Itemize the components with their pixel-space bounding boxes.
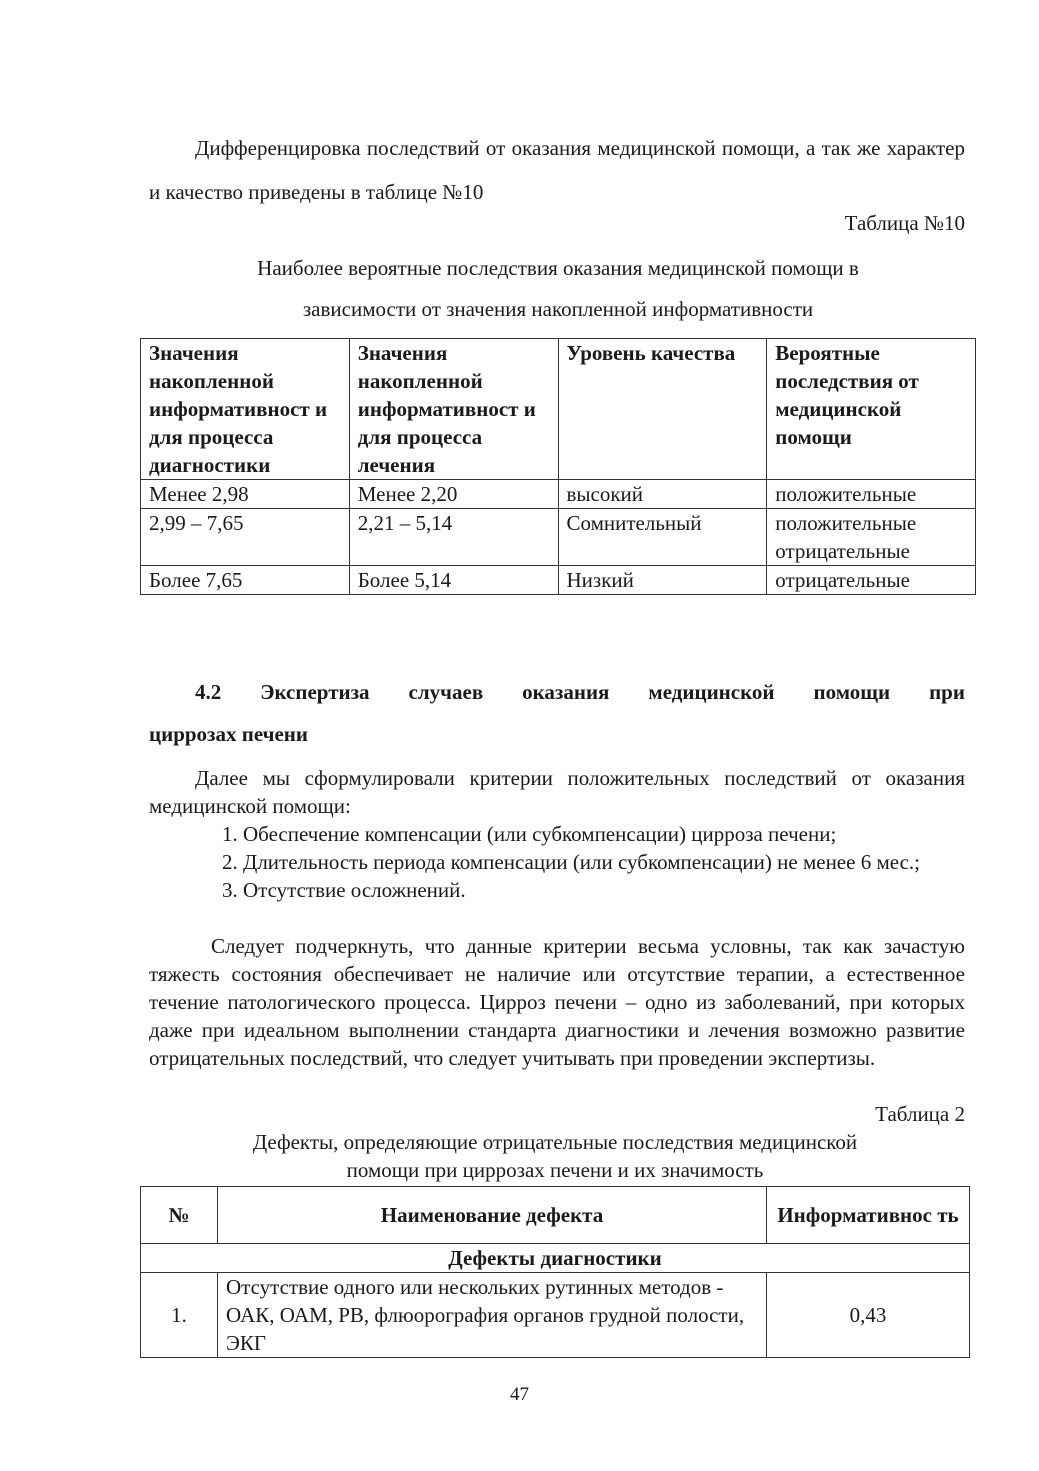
table-cell: Более 5,14 [349, 566, 558, 595]
table-cell: 2,21 – 5,14 [349, 509, 558, 566]
table-cell: 0,43 [767, 1273, 970, 1358]
list-item: 1. Обеспечение компенсации (или субкомпенсации) цирроза печени; [243, 820, 1011, 848]
table-cell: Более 7,65 [141, 566, 350, 595]
intro-paragraph: Дифференцировка последствий от оказания медицинской помощи, а так же характер и качество приведены в таблице №10 [149, 136, 965, 204]
table-row [141, 566, 976, 595]
page-number: 47 [510, 1384, 529, 1405]
section-title-word: помощи [813, 680, 891, 704]
table10 [140, 338, 976, 595]
table2-caption-line1: Дефекты, определяющие отрицательные последствия медицинской [252, 1130, 858, 1154]
list-item: 2. Длительность периода компенсации (или субкомпенсации) не менее 6 мес.; [243, 848, 1011, 876]
table10-header-cell: Уровень качества [558, 339, 767, 480]
table-cell: 2,99 – 7,65 [141, 509, 350, 566]
table2-group-row [141, 1244, 970, 1273]
list-item: 3. Отсутствие осложнений. [243, 876, 1011, 904]
table-cell: 1. [141, 1273, 218, 1358]
table2-header-row [141, 1187, 970, 1244]
table10-header-cell: Значения накопленной информативност и для процесса диагностики [141, 339, 350, 480]
table2-group-cell: Дефекты диагностики [141, 1244, 970, 1273]
table-cell: Сомнительный [558, 509, 767, 566]
table-cell: высокий [558, 480, 767, 509]
table2-caption-line2: помощи при циррозах печени и их значимость [346, 1158, 764, 1182]
table-row [141, 509, 976, 566]
table10-header-cell: Вероятные последствия от медицинской помощи [767, 339, 976, 480]
note-paragraph: Следует подчеркнуть, что данные критерии весьма условны, так как зачастую тяжесть состояния обеспечивает не наличие или отсутствие терапии, а естественное течение патологического процесса. Цирроз печени – одно из заболеваний, при которых даже при идеальном выполнении стандарта диагностики и лечения возможно развитие отрицательных последствий, что следует учитывать при проведении экспертизы. [149, 934, 965, 1070]
table-cell: положительные [767, 480, 976, 509]
section-title-word: медицинской [648, 680, 775, 704]
table2 [140, 1186, 970, 1358]
section-number: 4.2 [195, 680, 222, 704]
table-cell: отрицательные [767, 566, 976, 595]
table2-header-cell: Наименование дефекта [218, 1187, 767, 1244]
section-heading [149, 680, 965, 705]
section-title-continuation: циррозах печени [149, 722, 309, 746]
table10-caption-line2: зависимости от значения накопленной информативности [302, 297, 814, 321]
section-title-word: при [929, 680, 965, 704]
criteria-list [197, 820, 1011, 904]
table-cell: Низкий [558, 566, 767, 595]
table-row [141, 480, 976, 509]
table-cell: Менее 2,20 [349, 480, 558, 509]
criteria-intro-paragraph: Далее мы сформулировали критерии положительных последствий от оказания медицинской помощи: [149, 766, 965, 818]
table10-header-row [141, 339, 976, 480]
table10-header-cell: Значения накопленной информативност и для процесса лечения [349, 339, 558, 480]
table-cell: Отсутствие одного или нескольких рутинных методов - ОАК, ОАМ, РВ, флюорография органов грудной полости, ЭКГ [218, 1273, 767, 1358]
table10-label: Таблица №10 [844, 211, 965, 235]
table2-header-cell: Информативнос ть [767, 1187, 970, 1244]
table2-label: Таблица 2 [875, 1102, 965, 1126]
table-cell: Менее 2,98 [141, 480, 350, 509]
table-row [141, 1273, 970, 1358]
section-title-word: Экспертиза [260, 680, 370, 704]
table-cell: положительные отрицательные [767, 509, 976, 566]
section-title-word: случаев [408, 680, 484, 704]
table10-caption-line1: Наиболее вероятные последствия оказания медицинской помощи в [257, 256, 859, 280]
section-title-word: оказания [522, 680, 610, 704]
table2-header-cell: № [141, 1187, 218, 1244]
